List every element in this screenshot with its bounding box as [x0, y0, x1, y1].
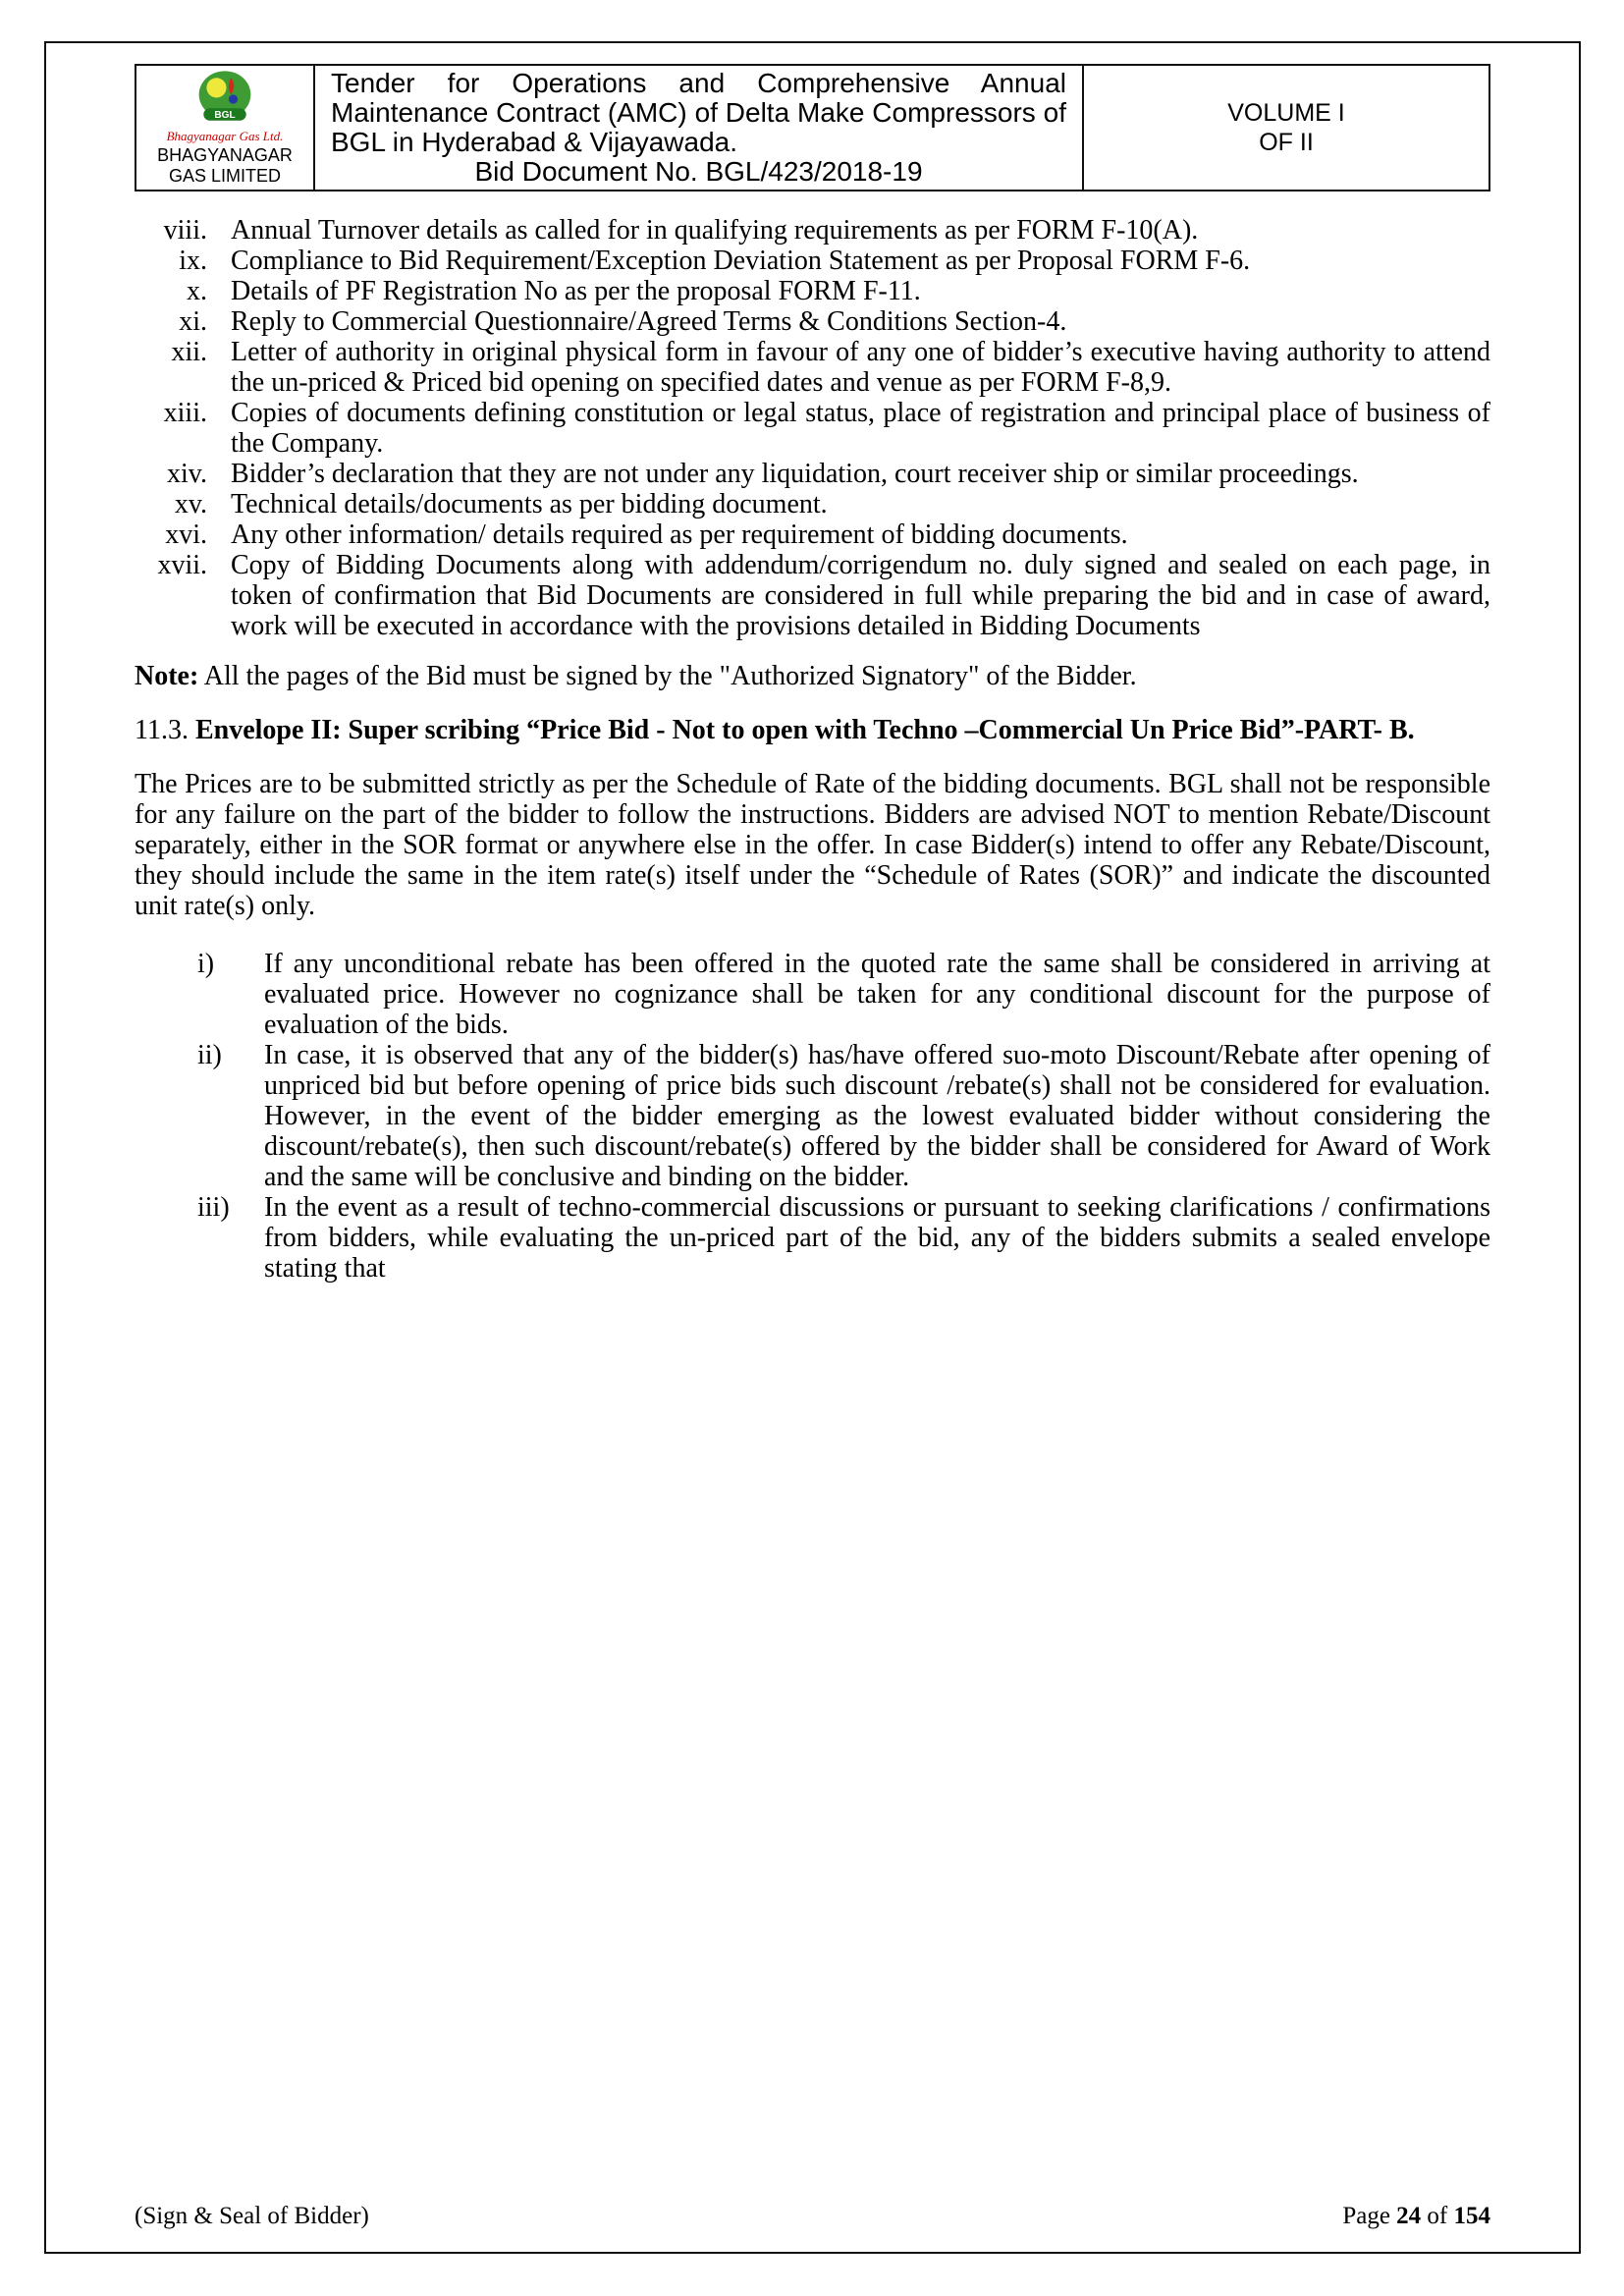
list-item-number: xvii. — [157, 550, 207, 580]
sub-list-item — [197, 949, 1490, 1040]
sub-item-number: ii) — [197, 1040, 222, 1070]
list-item-number: xv. — [174, 489, 207, 519]
list-item-number: xvi. — [165, 519, 207, 550]
list-item — [135, 276, 1490, 306]
volume-line1: VOLUME I — [1227, 99, 1345, 127]
volume-cell — [1084, 66, 1489, 190]
org-name: BHAGYANAGAR GAS LIMITED — [157, 145, 293, 186]
of-label: of — [1427, 2203, 1448, 2229]
list-item — [135, 459, 1490, 489]
list-item — [135, 306, 1490, 337]
pricing-paragraph: The Prices are to be submitted strictly as per the Schedule of Rate of the bidding documents. BGL shall not be responsible for any failure on the part of the bidder to follow the instructions. Bidders are advised NOT to mention Rebate/Discount separately, either in the SOR format or anywhere else in the offer. In case Bidder(s) intend to offer any Rebate/Discount, they should include the same in the item rate(s) itself under the “Schedule of Rates (SOR)” and indicate the discounted unit rate(s) only. — [135, 769, 1490, 921]
list-item-number: x. — [187, 276, 207, 306]
list-item — [135, 215, 1490, 246]
section-title: Envelope II: Super scribing “Price Bid - Not to open with Techno –Commercial Un Price Bid”-PART- B. — [194, 715, 1415, 745]
page-footer — [135, 2203, 1490, 2230]
header-title-cell — [315, 66, 1084, 190]
sub-item-text: In the event as a result of techno-commercial discussions or pursuant to seeking clarifications / confirmations from bidders, while evaluating the un-priced part of the bid, any of the bidders submits a sealed envelope stating that — [264, 1192, 1490, 1284]
list-item — [135, 489, 1490, 519]
list-item-text: Bidder’s declaration that they are not under any liquidation, court receiver ship or similar proceedings. — [231, 459, 1359, 489]
note — [135, 661, 1490, 691]
sub-item-text: If any unconditional rebate has been offered in the quoted rate the same shall be considered in arriving at evaluated price. However no cognizance shall be taken for any conditional discount for the purpose of evaluation of the bids. — [264, 949, 1490, 1040]
document-header — [135, 64, 1490, 191]
note-label: Note: — [135, 661, 199, 691]
note-text: All the pages of the Bid must be signed by the "Authorized Signatory" of the Bidder. — [203, 661, 1137, 691]
list-item-text: Any other information/ details required as per requirement of bidding documents. — [231, 519, 1128, 550]
sub-item-text: In case, it is observed that any of the bidder(s) has/have offered suo-moto Discount/Rebate after opening of unpriced bid but before opening of price bids such discount /rebate(s) shall not be considered for evaluation. However, in the event of the bidder emerging as the lowest evaluated bidder without considering the discount/rebate(s), then such discount/rebate(s) offered by the bidder shall be considered for Award of Work and the same will be conclusive and binding on the bidder. — [264, 1040, 1490, 1192]
sign-seal-text: (Sign & Seal of Bidder) — [135, 2203, 369, 2229]
bid-document-number: Bid Document No. BGL/423/2018-19 — [474, 156, 923, 187]
page-number-text — [1342, 2203, 1490, 2230]
list-item-number: xi. — [179, 306, 207, 337]
list-item-number: xiii. — [163, 398, 207, 428]
list-item-text: Compliance to Bid Requirement/Exception Deviation Statement as per Proposal FORM F-6. — [231, 246, 1251, 276]
bgl-logo-icon — [176, 69, 274, 130]
list-item-text: Reply to Commercial Questionnaire/Agreed Terms & Conditions Section-4. — [231, 306, 1067, 337]
page-number: 24 — [1396, 2203, 1422, 2229]
list-item — [135, 550, 1490, 641]
list-item-text: Technical details/documents as per bidding document. — [231, 489, 828, 519]
list-item — [135, 519, 1490, 550]
list-item — [135, 398, 1490, 459]
page-label: Page — [1342, 2203, 1390, 2229]
list-item-number: ix. — [179, 246, 207, 276]
sub-item-number: iii) — [197, 1192, 230, 1223]
list-item-text: Copies of documents defining constitution or legal status, place of registration and principal place of business of the Company. — [231, 398, 1490, 459]
section-heading — [135, 715, 1490, 745]
list-item-text: Letter of authority in original physical form in favour of any one of bidder’s executive having authority to attend the un-priced & Priced bid opening on specified dates and venue as per FORM F-8,9. — [231, 337, 1490, 398]
list-item-number: xii. — [171, 337, 207, 367]
logo-caption: Bhagyanagar Gas Ltd. — [166, 129, 284, 143]
list-item-text: Annual Turnover details as called for in qualifying requirements as per FORM F-10(A). — [231, 215, 1199, 246]
page-total: 154 — [1453, 2203, 1490, 2229]
pricing-sub-list — [135, 949, 1490, 1284]
volume-line2: OF II — [1259, 129, 1314, 156]
sub-list-item — [197, 1040, 1490, 1192]
list-item-number: xiv. — [167, 459, 207, 489]
sub-list-item — [197, 1192, 1490, 1284]
list-item — [135, 246, 1490, 276]
page-border — [44, 41, 1581, 2254]
logo-acronym-text: BGL — [214, 109, 236, 121]
section-number: 11.3. — [135, 715, 189, 745]
list-item-text: Copy of Bidding Documents along with addendum/corrigendum no. duly signed and sealed on each page, in token of confirmation that Bid Documents are considered in full while preparing the bid and in case of award, work will be executed in accordance with the provisions detailed in Bidding Documents — [231, 550, 1490, 641]
sub-item-number: i) — [197, 949, 215, 979]
logo-cell — [136, 66, 315, 190]
list-item-number: viii. — [163, 215, 207, 246]
list-item-text: Details of PF Registration No as per the proposal FORM F-11. — [231, 276, 921, 306]
list-item — [135, 337, 1490, 398]
tender-title: Tender for Operations and Comprehensive Annual Maintenance Contract (AMC) of Delta Make Compressors of BGL in Hyderabad & Vijayawada. — [331, 68, 1066, 157]
document-body — [135, 215, 1490, 1284]
checklist-roman-list — [135, 215, 1490, 641]
